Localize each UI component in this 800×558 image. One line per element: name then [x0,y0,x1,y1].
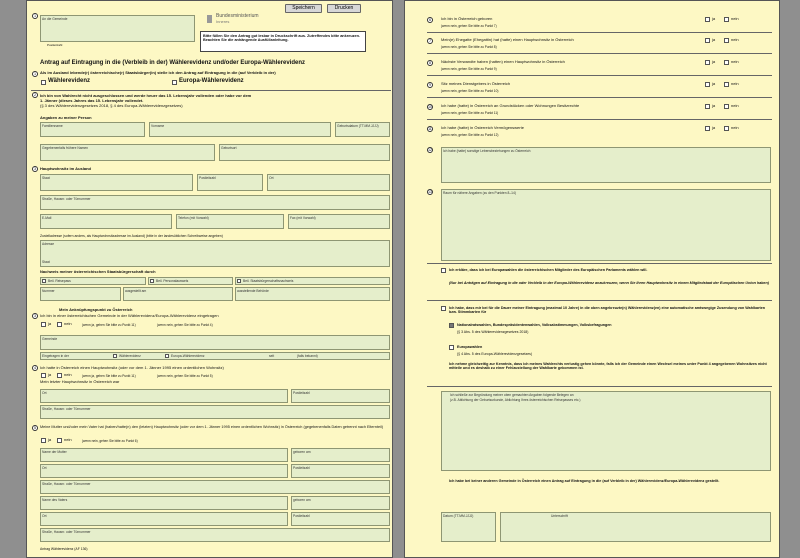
q9-no-checkbox[interactable] [724,82,729,87]
q6-hint: (wenn nein, gehen Sie bitte zu Punkt 7) [441,24,497,28]
father-postal-label: Postleitzahl [293,514,310,518]
citizenship-heading: Nachweis meiner österreichischen Staatsbürgerschaft durch [40,269,156,274]
q8-yes-checkbox[interactable] [705,60,710,65]
postal-code-field[interactable] [197,174,263,191]
closing-statement: Ich habe bei keiner anderen Gemeinde in Österreich einen Antrag auf Eintragung in die (auf Verbleib in der) Wählerevidenz/Europa-Wählerevidenz gestellt. [449,479,720,483]
q14-text: Ich erkläre, dass ich bei Europawahlen die österreichischen Mitglieder des Europäischen Parlaments wählen will. [449,268,648,272]
footer-text: Antrag Wählerevidenz (AF 136) [40,547,88,551]
mother-place-field[interactable] [40,464,288,478]
father-name-label: Name des Vaters [42,498,68,502]
section-number: 3 [32,313,38,319]
last-postal-field[interactable] [291,389,390,403]
reg-eu-voter-register-checkbox[interactable] [165,354,169,358]
divider [427,263,772,264]
state-label: Staat [42,176,50,180]
email-label: E-Mail [42,216,52,220]
signature-label: Unterschrift [551,514,568,518]
form-page-2 [404,0,780,558]
voter-register-checkbox[interactable] [41,80,46,85]
q6-yes-checkbox[interactable] [705,17,710,22]
q4-hint-no: (wenn nein, gehen Sie bitte zu Punkt 5) [157,374,213,378]
ministry-subname: Inneres [216,19,230,24]
q7-text: Mein(e) Ehegatte (Ehegattin) hat (hatte) einen Hauptwohnsitz in Österreich [441,37,574,42]
q15-note: Ich nehme gleichzeitig zur Kenntnis, dass ich meines Wahlrechts verlustig gehen könnte, falls ich der Gemeinde einen Wechsel meines unter Punkt 4 angegebenen Wohnsitzes nicht mitteile und es deshalb zu einer Fehlzustellung der Wahlkarte gekommen ist. [449,362,767,371]
family-name-label: Familienname [42,124,63,128]
q13-label: Raum für nähere Angaben (zu den Punkten 8–14) [443,191,516,195]
mother-birth-label: geboren am [293,450,311,454]
section-number: 12 [428,148,432,152]
ministry-name: Bundesministerium [216,13,259,19]
postal-code-label: Postleitzahl [199,176,216,180]
street-label: Straße, Hausnr. oder Türnummer [42,197,91,201]
q12-label: Ich habe (hatte) sonstige Lebensbeziehungen zu Österreich [443,149,531,153]
link-heading: Mein Anknüpfungspunkt zu Österreich [59,307,133,312]
place-label: Ort [269,176,274,180]
first-name-label: Vorname [151,124,165,128]
since-label: seit [269,354,275,358]
father-postal-field[interactable] [291,512,390,526]
birth-date-field[interactable] [335,122,390,137]
q9-yes-checkbox[interactable] [705,82,710,87]
section-number: 7 [427,38,433,44]
citizenship-proof-option[interactable] [235,277,390,285]
q11-text: Ich habe (hatte) in Österreich Vermögenswerte [441,125,524,130]
section-number: 2 [32,92,38,98]
mother-name-label: Name der Mutter [42,450,67,454]
q14-hint: (Nur bei Anträgen auf Eintragung in die oder Verbleib in der Europa-Wählerevidenz anzukreuzen, wenn Sie Ihren Hauptwohnsitz in einem Mitgliedstaat der Europäischen Union haben) [449,281,769,285]
id-card-checkbox[interactable] [150,279,154,283]
national-elections-label: Nationalratswahlen, Bundespräsidentenwahlen, Volksabstimmungen, Volksbefragungen [457,323,612,327]
section-number: 6 [427,17,433,23]
ministry-logo-icon [207,15,212,23]
reg-eu-voter-register-label: Europa-Wählerevidenz [171,354,205,358]
father-birth-label: geboren am [293,498,311,502]
last-postal-label: Postleitzahl [293,391,310,395]
q3-yes-checkbox[interactable] [41,322,46,327]
passport-label: Beil. Reisepass [48,279,71,283]
eu-elections-ref: (§ 4 Abs. 5 des Europa-Wählerevidenzgesetzes) [457,352,533,356]
father-place-field[interactable] [40,512,288,526]
q13-field[interactable] [441,189,771,261]
q10-no-checkbox[interactable] [724,104,729,109]
q10-hint: (wenn nein, gehen Sie bitte zu Punkt 11) [441,111,499,115]
father-birth-field[interactable] [291,496,390,510]
q9-hint: (wenn nein, gehen Sie bitte zu Punkt 10) [441,89,499,93]
divider [31,90,391,91]
reg-voter-register-label: Wählerevidenz [119,354,141,358]
date-field[interactable] [441,512,496,542]
q8-yes-label: ja [712,59,716,64]
father-name-field[interactable] [40,496,288,510]
registered-in-label: Eingetragen in der [42,354,69,358]
q6-text: Ich bin in Österreich geboren [441,16,493,21]
birth-place-label: Geburtsort [221,146,237,150]
q9-yes-label: ja [712,81,716,86]
family-name-field[interactable] [40,122,145,137]
father-street-label: Straße, Hausnr. oder Türnummer [42,530,91,534]
s2-line3: (§ 3 des Wählerevidenzgesetzes 2018, § 4 des Europa-Wählerevidenzgesetzes) [40,103,183,108]
issuing-authority-label: ausstellende Behörde [237,289,269,293]
state-field[interactable] [40,174,193,191]
delivery-heading: Zustelladresse (sofern anders, als Hauptwohnsitzadresse im Ausland) (bitte in der landesüblichen Schreibweise angeben) [40,234,223,238]
municipality-link-field[interactable] [40,335,390,350]
q7-no-checkbox[interactable] [724,38,729,43]
q10-no-label: nein [731,103,739,108]
father-street-field[interactable] [40,528,390,542]
first-name-field[interactable] [149,122,331,137]
section-number: 9 [427,82,433,88]
mother-postal-field[interactable] [291,464,390,478]
form-page-1 [26,0,393,558]
divider [427,386,772,387]
date-label: Datum (TT.MM.JJJJ) [443,514,474,518]
q11-no-checkbox[interactable] [724,126,729,131]
q10-text: Ich habe (hatte) in Österreich an Grundstücken oder Wohnungen Besitzrechte [441,103,580,108]
q4-yes-checkbox[interactable] [41,373,46,378]
q5-text: Meine Mutter und/oder mein Vater hat (haben/hatte(n) den (letzten) Hauptwohnsitz (oder vor dem 1. Jänner 1995 einen ordentlichen Wohnsitz) in Österreich (gegebenenfalls Daten getrennt nach Elternteil) [40,425,384,429]
eu-parliament-checkbox[interactable] [441,268,446,273]
q11-yes-checkbox[interactable] [705,126,710,131]
postal-code-label: Postleitzahl [47,43,63,47]
q8-text: Nächste Verwandte haben (hatten) einen Hauptwohnsitz in Österreich [441,59,565,64]
divider [427,75,772,76]
divider [427,300,772,301]
auto-ballot-checkbox[interactable] [441,306,446,311]
delivery-address-field[interactable] [40,240,390,267]
eu-elections-checkbox[interactable] [449,345,454,350]
q7-no-label: nein [731,37,739,42]
q3-no-label: nein [64,321,72,326]
q6-no-label: nein [731,16,739,21]
q10-yes-label: ja [712,103,716,108]
q8-no-label: nein [731,59,739,64]
section-number: 13 [428,190,432,194]
former-names-label: Gegebenenfalls frühere Namen [42,146,89,150]
q3-no-checkbox[interactable] [57,322,62,327]
last-street-label: Straße, Hausnr. oder Türnummer [42,407,91,411]
q3-hint-no: (wenn nein, gehen Sie bitte zu Punkt 4) [157,323,213,327]
birth-date-label: Geburtsdatum (TT.MM.JJJJ) [337,124,379,128]
reg-voter-register-checkbox[interactable] [113,354,117,358]
eu-elections-label: Europawahlen [457,345,483,349]
signature-field[interactable] [500,512,771,542]
q7-yes-label: ja [712,37,716,42]
last-place-label: Ort [42,391,47,395]
last-residence-label: Mein letzter Hauptwohnsitz in Österreich war [40,379,120,384]
divider [427,119,772,120]
delivery-state-label: Staat [42,260,50,264]
q11-hint: (wenn nein, gehen Sie bitte zu Punkt 12) [441,133,499,137]
fax-label: Fax (mit Vorwahl) [290,216,316,220]
save-button[interactable]: Speichern [285,4,322,13]
mother-postal-label: Postleitzahl [293,466,310,470]
mother-birth-field[interactable] [291,448,390,462]
last-place-field[interactable] [40,389,288,403]
notice-text: Bitte füllen Sie den Antrag gut lesbar in Druckschrift aus. Zutreffendes bitte ankreuzen. Beachten Sie die anhängende Ausfüllanleitung. [203,34,361,43]
section-number: 3 [32,166,38,172]
attachments-hint: (z.B. Ablichtung der Geburtsurkunde, Ablichtung Ihres österreichischen Reisepasses etc.) [450,398,581,402]
municipality-label: An die Gemeinde [42,17,68,21]
section-number: 1 [32,13,38,19]
father-place-label: Ort [42,514,47,518]
email-field[interactable] [40,214,172,229]
issued-on-field[interactable] [123,287,233,301]
mother-street-field[interactable] [40,480,390,494]
q3-hint-yes: (wenn ja, gehen Sie bitte zu Punkt 11) [82,323,136,327]
q4-no-checkbox[interactable] [57,373,62,378]
q9-text: Sitz meines Dienstgebers in Österreich [441,81,511,86]
section-number: 1 [32,71,38,77]
attachments-label: Ich schließe zur Begründung meiner oben gemachten Angaben folgende Belegen an [450,393,574,397]
q8-hint: (wenn nein, gehen Sie bitte zu Punkt 9) [441,67,497,71]
q6-yes-label: ja [712,16,716,21]
q9-no-label: nein [731,81,739,86]
registered-in-row [40,352,390,360]
s2-line1: Ich bin von Wahlrecht nicht ausgeschlossen und werde heuer das 15. Lebensjahr vollenden oder habe vor dem [40,93,252,98]
id-card-option[interactable] [148,277,233,285]
former-names-field[interactable] [40,144,215,161]
mother-place-label: Ort [42,466,47,470]
q5-no-label: nein [64,437,72,442]
municipality-field[interactable] [40,15,195,42]
q11-no-label: nein [731,125,739,130]
q3-text: Ich bin in einer österreichischen Gemeinde in der Wählerevidenz/Europa-Wählerevidenz eingetragen [40,313,219,318]
national-elections-ref: (§ 3 Abs. 5 des Wählerevidenzgesetzes 2018) [457,330,529,334]
form-title: Antrag auf Eintragung in die (Verbleib in der) Wählerevidenz und/oder Europa-Wählerevidenz [40,60,306,66]
address-label: Adresse [42,242,55,246]
s2-line2: 1. Jänner (dieses Jahres das 15. Lebensjahr vollendet. [40,98,144,103]
section-number: 10 [428,105,432,109]
person-heading: Angaben zu meiner Person [40,115,92,120]
municipality-link-label: Gemeinde [42,337,58,341]
passport-checkbox[interactable] [42,279,46,283]
q5-hint: (wenn nein, gehen Sie bitte zu Punkt 6) [82,439,138,443]
s1-text: Als im Ausland lebende(r) österreichische(r) Staatsbürger(in) stelle ich den Antrag auf Eintragung in die (auf Verbleib in der) [40,70,276,75]
place-field[interactable] [267,174,390,191]
q8-no-checkbox[interactable] [724,60,729,65]
street-field[interactable] [40,195,390,210]
q3-yes-label: ja [48,321,52,326]
section-number: 5 [32,425,38,431]
q4-no-label: nein [64,372,72,377]
q7-yes-checkbox[interactable] [705,38,710,43]
eu-voter-register-checkbox[interactable] [172,80,177,85]
q4-hint-yes: (wenn ja, gehen Sie bitte zu Punkt 11) [82,374,136,378]
document-number-field[interactable] [40,287,121,301]
q7-hint: (wenn nein, gehen Sie bitte zu Punkt 8) [441,45,497,49]
divider [427,32,772,33]
voter-register-label: Wählerevidenz [48,78,91,84]
national-elections-checkbox[interactable] [449,323,454,328]
section-number: 11 [428,127,432,131]
fax-field[interactable] [288,214,390,229]
last-street-field[interactable] [40,405,390,419]
q5-yes-label: ja [48,437,52,442]
if-known-label: (falls bekannt) [297,354,318,358]
q4-yes-label: ja [48,372,52,377]
phone-label: Telefon (mit Vorwahl) [178,216,209,220]
birth-place-field[interactable] [219,144,390,161]
attachments-field[interactable] [441,391,771,471]
print-button[interactable]: Drucken [327,4,361,13]
q11-yes-label: ja [712,125,716,130]
residence-heading: Hauptwohnsitz im Ausland [40,166,91,171]
phone-field[interactable] [176,214,284,229]
q15-text: Ich habe, dass mir bei für die Dauer meiner Eintragung (maximal 10 Jahre) in die oben angekreuzte(n) Wählerevidenz(en) eine automatische amtswegige Zusendung von Wahlkarten bzw. Stimmkarten für [449,306,766,315]
divider [427,53,772,54]
divider [427,97,772,98]
q10-yes-checkbox[interactable] [705,104,710,109]
mother-street-label: Straße, Hausnr. oder Türnummer [42,482,91,486]
q4-text: Ich hatte in Österreich einen Hauptwohnsitz (oder vor dem 1. Jänner 1995 einen ordentlichen Wohnsitz) [40,365,224,370]
document-number-label: Nummer [42,289,55,293]
eu-voter-register-label: Europa-Wählerevidenz [179,78,244,84]
q5-yes-checkbox[interactable] [41,438,46,443]
q12-field[interactable] [441,147,771,183]
citizenship-proof-checkbox[interactable] [237,279,241,283]
passport-option[interactable] [40,277,146,285]
issuing-authority-field[interactable] [235,287,390,301]
mother-name-field[interactable] [40,448,288,462]
section-number: 8 [427,60,433,66]
id-card-label: Beil. Personalausweis [156,279,189,283]
citizenship-proof-label: Beil. Staatsbürgerschaftsnachweis [243,279,294,283]
notice-box [200,31,366,52]
q6-no-checkbox[interactable] [724,17,729,22]
section-number: 4 [32,365,38,371]
q5-no-checkbox[interactable] [57,438,62,443]
issued-on-label: ausgestellt am [125,289,147,293]
